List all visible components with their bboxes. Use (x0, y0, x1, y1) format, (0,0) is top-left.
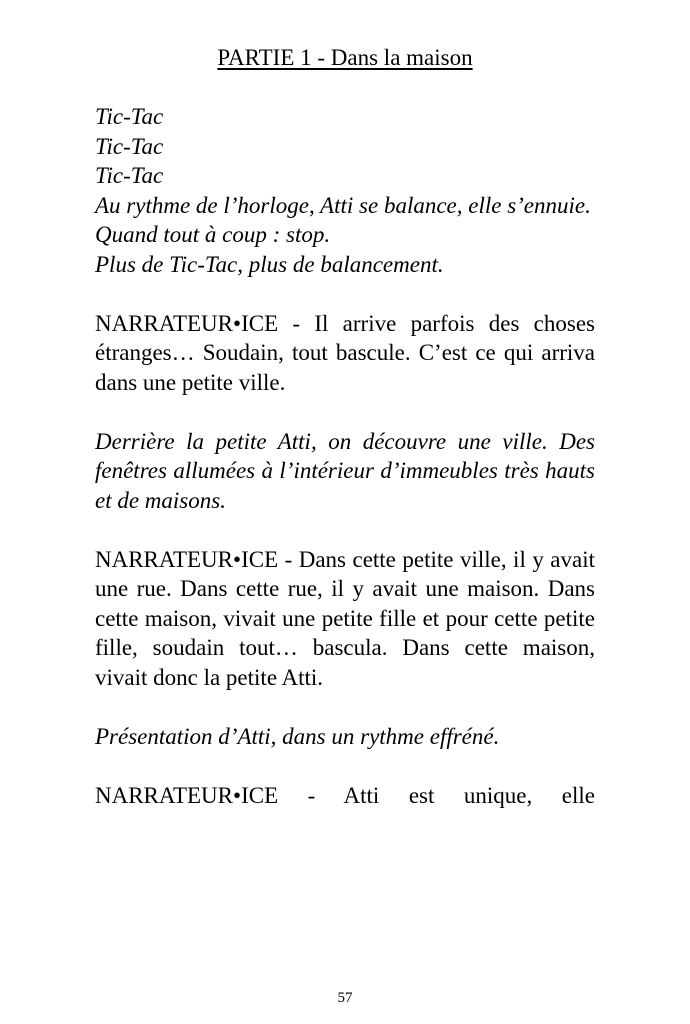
dialogue-paragraph-narrator-2: NARRATEUR•ICE - Dans cette petite ville, il y avait une rue. Dans cette rue, il y avait une maison. Dans cette maison, vivait une petite fille et pour cette petite fille, soudain tout… bascula. Dans cette maison, vivait donc la petite Atti. (95, 546, 595, 690)
stage-line: Au rythme de l’horloge, Atti se balance, elle s’ennuie. (95, 192, 591, 218)
dialogue-paragraph-narrator-1: NARRATEUR•ICE - Il arrive parfois des choses étranges… Soudain, tout bascule. C’est ce qui arriva dans une petite ville. (95, 310, 595, 395)
stage-line: Quand tout à coup : stop. (95, 222, 331, 247)
stage-line: Tic-Tac (95, 163, 164, 188)
page-number: 57 (337, 990, 353, 1006)
stage-line: Tic-Tac (95, 133, 164, 159)
stage-line: Tic-Tac (95, 104, 164, 129)
dialogue-paragraph-narrator-3: NARRATEUR•ICE - Atti est unique, elle (95, 782, 595, 808)
stage-line: Plus de Tic-Tac, plus de balancement. (95, 251, 444, 277)
page-title: PARTIE 1 - Dans la maison (217, 45, 473, 70)
stage-direction-block-1 (95, 102, 595, 279)
stage-direction-block-3: Présentation d’Atti, dans un rythme effréné. (95, 723, 500, 749)
stage-direction-block-2: Derrière la petite Atti, on découvre une ville. Des fenêtres allumées à l’intérieur d’immeubles très hauts et de maisons. (95, 428, 595, 513)
